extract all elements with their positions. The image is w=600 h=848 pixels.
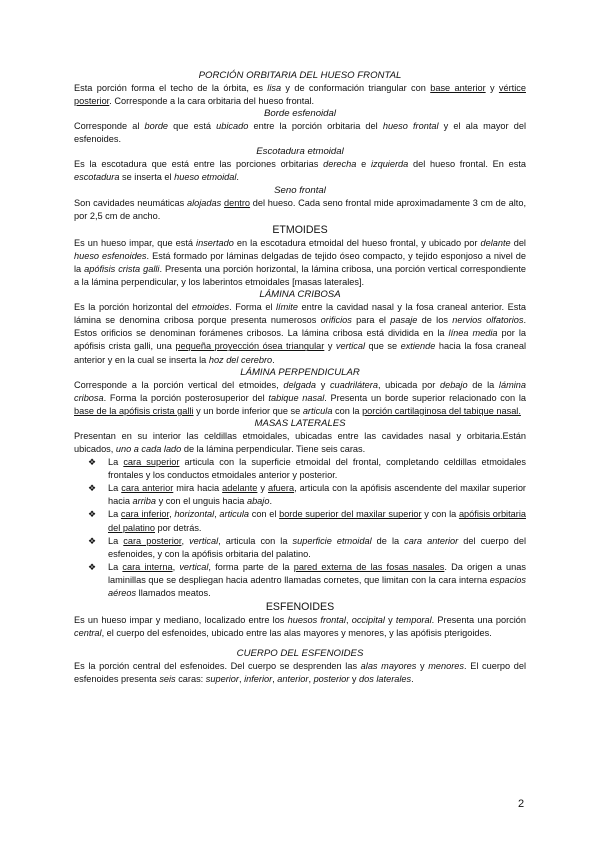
diamond-bullet-icon: ❖ bbox=[88, 509, 97, 520]
list-item bbox=[74, 535, 526, 561]
paragraph-porcion-orbitaria: Esta porción forma el techo de la órbita, es lisa y de conformación triangular con base anterior y vértice posterior. Corresponde a la cara orbitaria del hueso frontal. bbox=[74, 83, 526, 107]
heading-lamina-perpendicular: LÁMINA PERPENDICULAR bbox=[240, 366, 360, 378]
heading-lamina-cribosa: LÁMINA CRIBOSA bbox=[259, 289, 341, 301]
diamond-bullet-icon: ❖ bbox=[88, 457, 97, 468]
diamond-bullet-icon: ❖ bbox=[88, 535, 97, 546]
heading-porcion-orbitaria: PORCIÓN ORBITARIA DEL HUESO FRONTAL bbox=[198, 70, 402, 81]
list-item bbox=[74, 561, 526, 600]
paragraph-etmoides: Es un hueso impar, que está insertado en la escotadura etmoidal del hueso frontal, y ubicado por delante del hueso esfenoides. Está formado por láminas delgadas de tejido óseo compacto, y tejido esponjoso a nivel de la apófisis crista galli. Presenta una porción horizontal, la lámina cribosa, una porción vertical correspondiente a la lámina perpendicular, y los laberintos etmoidales [masas laterales]. bbox=[74, 237, 526, 288]
heading-escotadura-etmoidal: Escotadura etmoidal bbox=[256, 146, 344, 158]
list-item-text: La cara superior articula con la superficie etmoidal del frontal, completando celdillas etmoidales frontales y los conductos etmoidales anterior y posterior. bbox=[108, 457, 526, 481]
list-item-text: La cara interna, vertical, forma parte de la pared externa de las fosas nasales. Da origen a unas laminillas que se despliegan hacia adentro llamadas cornetes, que limitan con la cara interna espacios aéreos llamados meatos. bbox=[108, 561, 526, 598]
diamond-bullet-icon: ❖ bbox=[88, 561, 97, 572]
list-item bbox=[74, 456, 526, 482]
heading-cuerpo-esfenoides: CUERPO DEL ESFENOIDES bbox=[236, 648, 364, 660]
paragraph-cuerpo-esfenoides: Es la porción central del esfenoides. Del cuerpo se desprenden las alas mayores y menores. El cuerpo del esfenoides presenta seis caras: superior, inferior, anterior, posterior y dos laterales. bbox=[74, 661, 526, 685]
list-item-text: La cara inferior, horizontal, articula con el borde superior del maxilar superior y con la apófisis orbitaria del palatino por detrás. bbox=[108, 509, 526, 533]
diamond-bullet-icon: ❖ bbox=[88, 483, 97, 494]
heading-esfenoides: ESFENOIDES bbox=[265, 601, 335, 614]
heading-borde-esfenoidal: Borde esfenoidal bbox=[263, 108, 336, 120]
spacer bbox=[74, 640, 526, 648]
paragraph-masas-laterales: Presentan en su interior las celdillas etmoidales, ubicadas entre las cavidades nasal y orbitaria.Están ubicados, uno a cada lado de la lámina perpendicular. Tiene seis caras. bbox=[74, 430, 526, 454]
list-item bbox=[74, 508, 526, 534]
heading-etmoides: ETMOIDES bbox=[272, 223, 328, 236]
list-item-text: La cara anterior mira hacia adelante y afuera, articula con la apófisis ascendente del maxilar superior hacia arriba y con el unguis hacia abajo. bbox=[108, 483, 526, 507]
heading-masas-laterales: MASAS LATERALES bbox=[254, 417, 346, 429]
paragraph-escotadura-etmoidal: Es la escotadura que está entre las porciones orbitarias derecha e izquierda del hueso frontal. En esta escotadura se inserta el hueso etmoidal. bbox=[74, 159, 527, 183]
paragraph-esfenoides: Es un hueso impar y mediano, localizado entre los huesos frontal, occipital y temporal. Presenta una porción central, el cuerpo del esfenoides, ubicado entre las alas mayores y menores, y las apófisis pterigoides. bbox=[74, 615, 526, 639]
list-item-text: La cara posterior, vertical, articula con la superficie etmoidal de la cara anterior del cuerpo del esfenoides, y con la apófisis orbitaria del palatino. bbox=[108, 535, 526, 559]
list-item bbox=[74, 482, 526, 508]
paragraph-lamina-cribosa: Es la porción horizontal del etmoides. Forma el límite entre la cavidad nasal y la fosa craneal anterior. Esta lámina se denomina cribosa porque presenta numerosos orificios para el pasaje de los nervios olfatorios. Estos orificios se denominan forámenes cribosos. La lámina cribosa está dividida en la línea media por la apófisis crista galli, una pequeña proyección ósea triangular y vertical que se extiende hacia la fosa craneal anterior y en la cual se inserta la hoz del cerebro. bbox=[74, 302, 526, 365]
document-page bbox=[74, 70, 526, 686]
paragraph-seno-frontal: Son cavidades neumáticas alojadas dentro del hueso. Cada seno frontal mide aproximadamente 3 cm de alto, por 2,5 cm de ancho. bbox=[74, 197, 526, 221]
paragraph-borde-esfenoidal: Corresponde al borde que está ubicado entre la porción orbitaria del hueso frontal y el ala mayor del esfenoides. bbox=[74, 121, 526, 145]
paragraph-lamina-perpendicular: Corresponde a la porción vertical del etmoides, delgada y cuadrilátera, ubicada por debajo de la lámina cribosa. Forma la porción posterosuperior del tabique nasal. Presenta un borde superior relacionado con la base de la apófisis crista galli y un borde inferior que se articula con la porción cartilaginosa del tabique nasal. bbox=[74, 379, 526, 416]
page-number: 2 bbox=[518, 798, 525, 810]
heading-seno-frontal: Seno frontal bbox=[274, 184, 326, 196]
caras-list bbox=[74, 456, 526, 600]
